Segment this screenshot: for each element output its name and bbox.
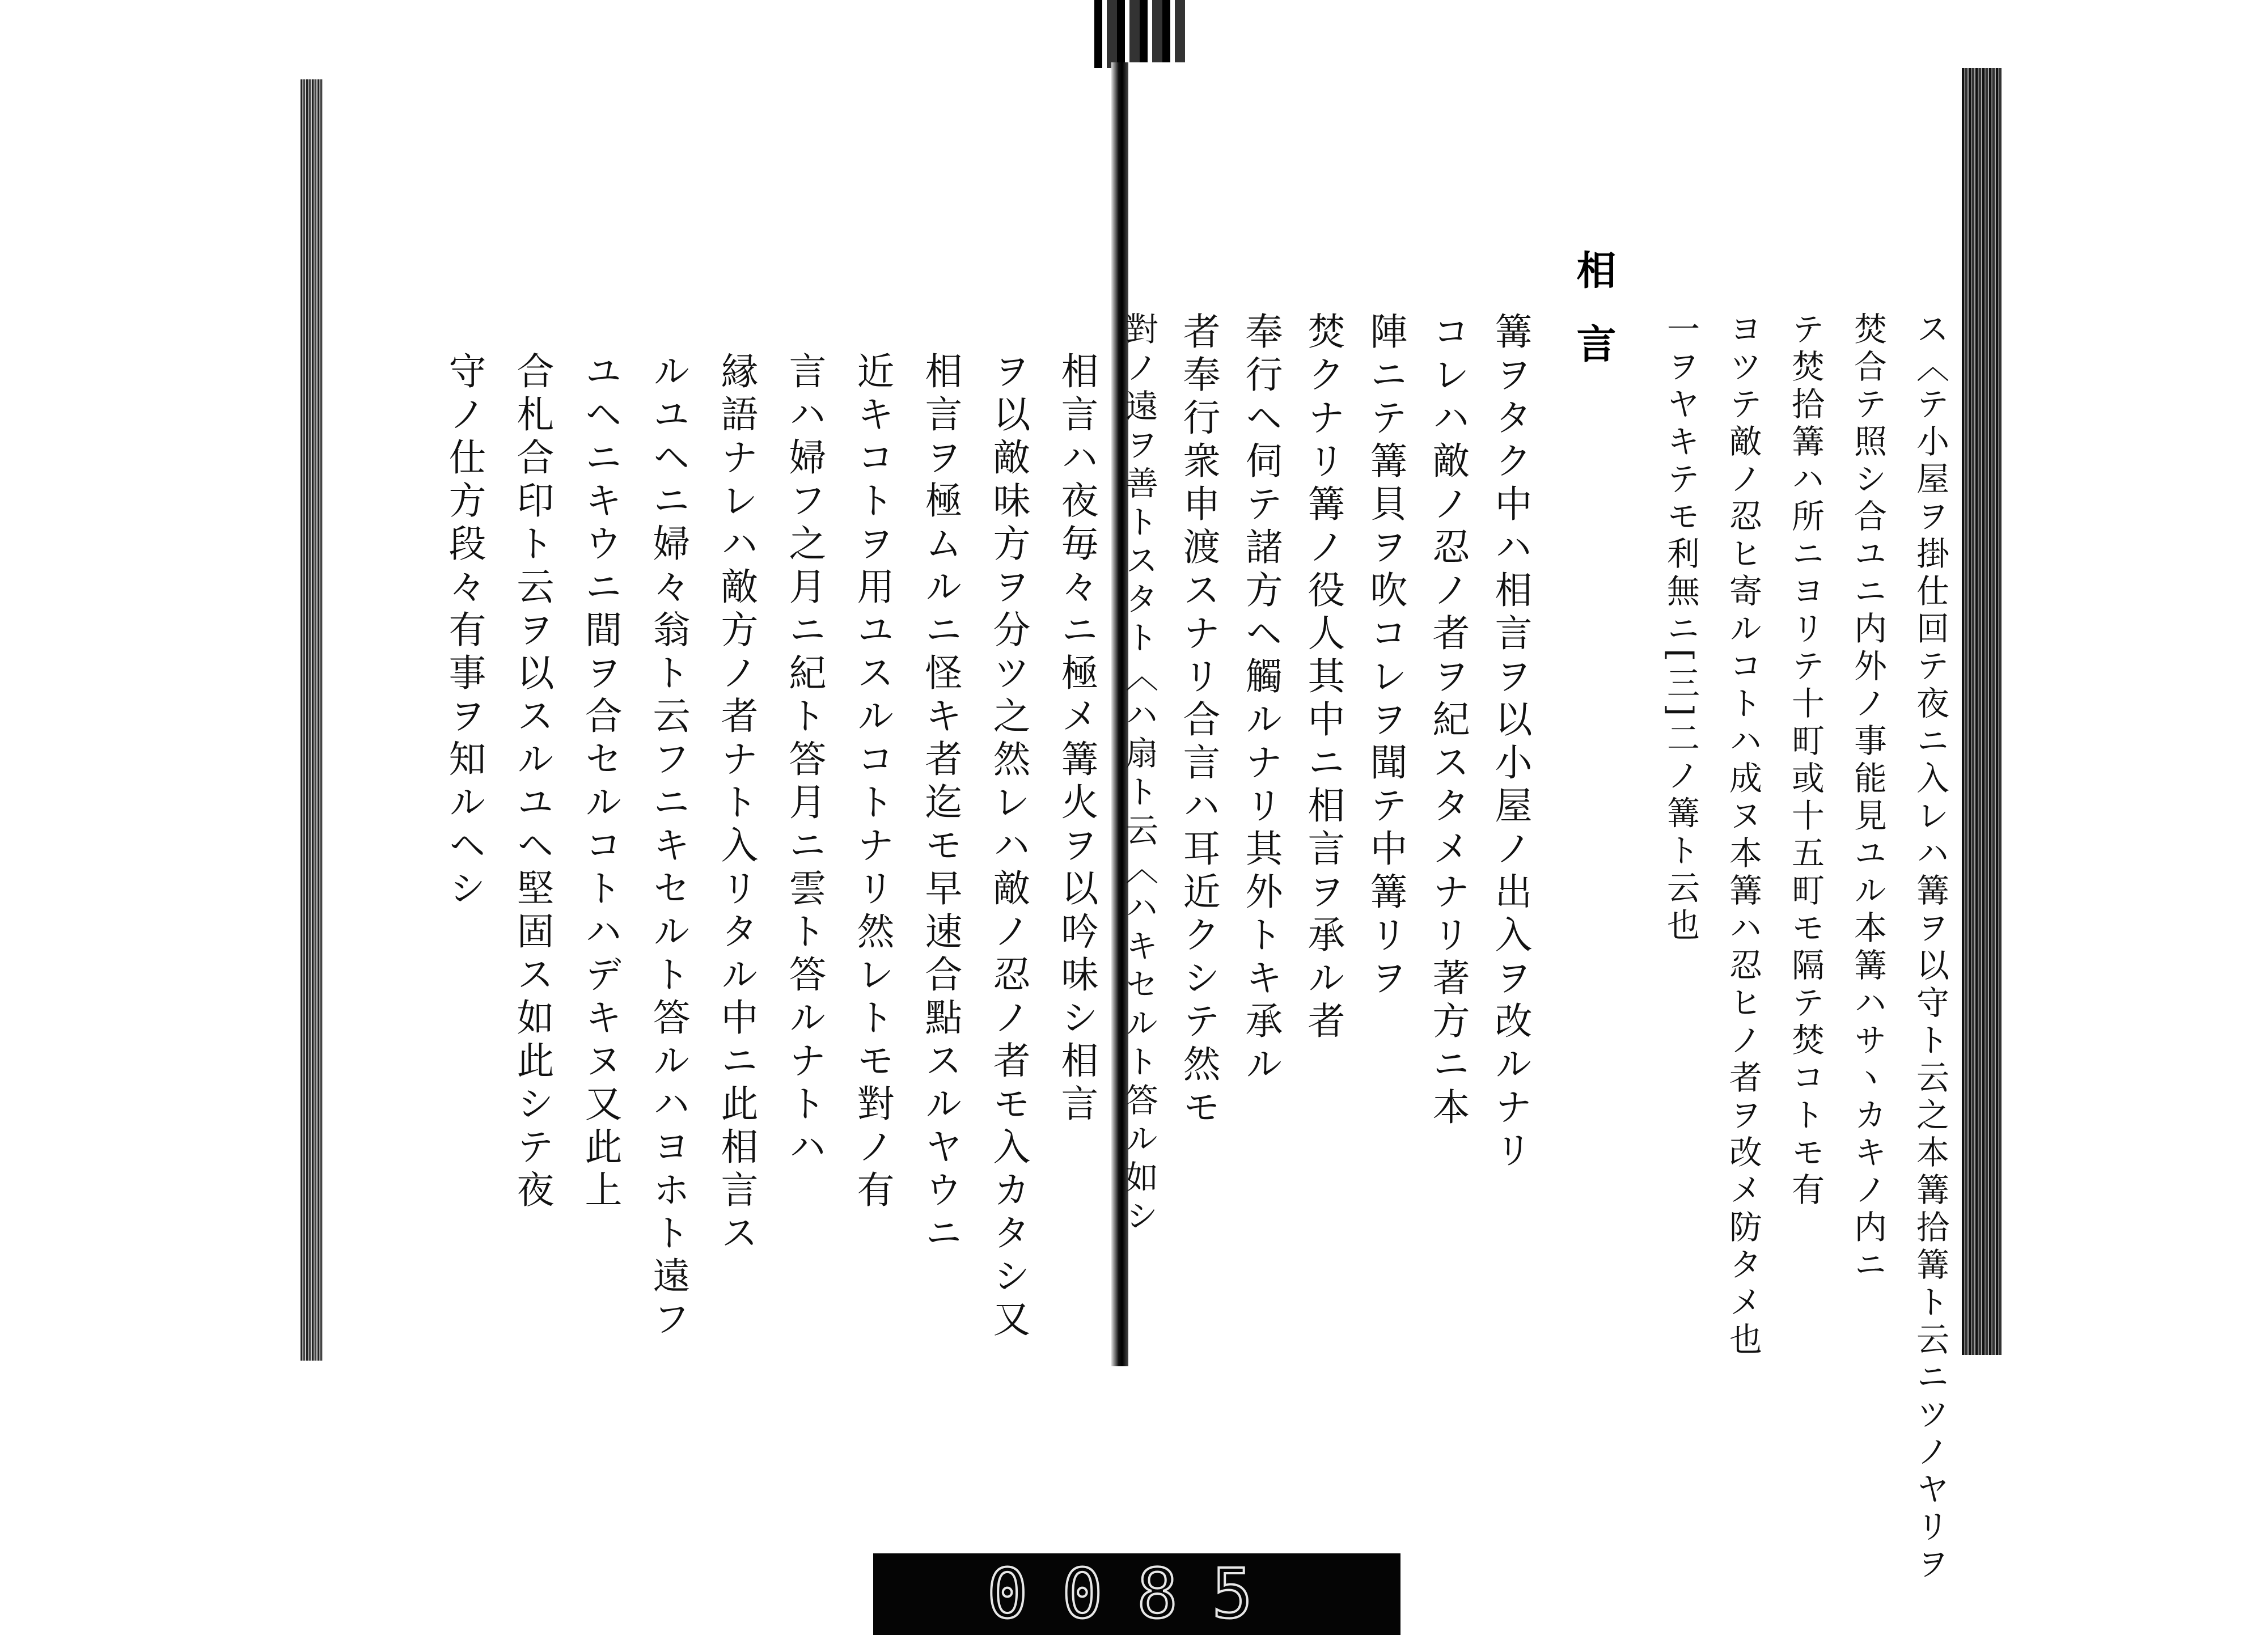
left-page (295, 79, 1128, 1361)
left-body-line: 縁語ナレハ敵方ノ者ナト入リタル中ニ此相言ス (714, 351, 758, 1256)
right-body-line: 篝ヲタク中ハ相言ヲ以小屋ノ出入ヲ改ルナリ (1488, 312, 1532, 1174)
right-body-line: 對ノ遠ヲ善トスタト〈ハ扇ト云〈ハキセルト答ル如シ (1120, 312, 1158, 1237)
right-page (1120, 62, 2024, 1584)
right-body-line: 陣ニテ篝貝ヲ吹コレヲ聞テ中篝リヲ (1364, 312, 1407, 1001)
right-body-line: 者奉行衆申渡スナリ合言ハ耳近クシテ然モ (1177, 312, 1220, 1130)
frame-number-text: 0085 (987, 1554, 1287, 1634)
left-body-line: 合札合印ト云ヲ以スルユヘ堅固ス如此シテ夜 (510, 351, 554, 1213)
right-body-line: 焚クナリ篝ノ役人其中ニ相言ヲ承ル者 (1301, 312, 1345, 1044)
left-body-line: 相言ヲ極ムルニ怪キ者迄モ早速合點スルヤウニ (919, 351, 962, 1256)
left-body-line: 相言ハ夜毎々ニ極メ篝火ヲ以吟味シ相言 (1055, 351, 1098, 1127)
left-body-line: ユヘニキウニ間ヲ合セルコトハデキヌ又此上 (578, 351, 622, 1213)
intro-line: 一ヲヤキテモ利無ニ[三]二ノ篝ト云也 (1661, 312, 1700, 946)
intro-line: テ焚拾篝ハ所ニヨリテ十町或十五町モ隔テ焚コトモ有 (1786, 312, 1825, 1210)
intro-line: 焚合テ照シ合ユニ内外ノ事能見ユル本篝ハサヽカキノ内ニ (1848, 312, 1887, 1285)
left-body-line: ルユヘニ婦々翁ト云フニキセルト答ルハヨホト遠フ (646, 351, 690, 1342)
intro-line: ス〈テ小屋ヲ掛仕回テ夜ニ入レハ篝ヲ以守ト云之本篝拾篝ト云ニツノヤリヲ (1911, 312, 1949, 1584)
right-body-line: コレハ敵ノ忍ノ者ヲ紀スタメナリ著方ニ本 (1426, 312, 1470, 1130)
section-title: 相言 (1570, 249, 1617, 397)
left-page-edge (301, 79, 323, 1361)
open-book (295, 62, 2019, 1584)
right-body-line: 奉行ヘ伺テ諸方ヘ觸ルナリ其外トキ承ル (1239, 312, 1283, 1087)
intro-line: ヨツテ敵ノ忍ヒ寄ルコトハ成ヌ本篝ハ忍ヒノ者ヲ改メ防タメ也 (1724, 312, 1762, 1359)
binding-clip (1094, 0, 1185, 68)
left-body-line: ヲ以敵味方ヲ分ツ之然レハ敵ノ忍ノ者モ入カタシ又 (987, 351, 1030, 1342)
left-body-line: 近キコトヲ用ユスルコトナリ然レトモ對ノ有 (850, 351, 894, 1213)
left-body-line: 守ノ仕方段々有事ヲ知ルヘシ (442, 351, 486, 912)
right-page-edge (1962, 68, 2002, 1355)
film-frame-number (873, 1553, 1400, 1635)
left-body-line: 言ハ婦フ之月ニ紀ト答月ニ雲ト答ルナトハ (782, 351, 826, 1170)
